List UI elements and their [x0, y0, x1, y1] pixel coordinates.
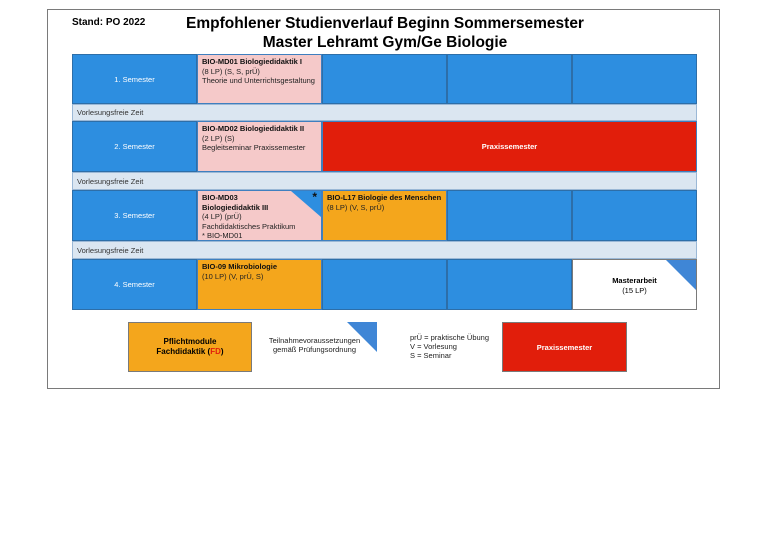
legend-pflichtmodule	[128, 322, 252, 372]
module-lp: (2 LP) (S)	[202, 133, 235, 143]
module-prerequisite: * BIO-MD01	[202, 231, 243, 240]
module-lp: (4 LP) (prÜ)	[202, 212, 242, 221]
module-code: BIO-MD02 Biologiedidaktik II	[202, 124, 305, 133]
module-bio-l17[interactable]	[322, 190, 447, 241]
module-desc: Fachdidaktisches Praktikum	[202, 221, 296, 231]
legend-fd-text: Fachdidaktik (	[156, 347, 211, 356]
legend-fd-abbr: FD	[210, 347, 221, 356]
masterarbeit-lp: (15 LP)	[622, 286, 647, 295]
semester-1-label: 1. Semester	[72, 54, 197, 104]
module-bio-md02[interactable]	[197, 121, 322, 172]
legend-praxissemester: Praxissemester	[502, 322, 627, 372]
semester-2-label: 2. Semester	[72, 121, 197, 172]
legend-teilnahme-line1: Teilnahmevoraussetzungen	[268, 336, 361, 345]
empty-slot	[447, 259, 572, 310]
lecture-free-period: Vorlesungsfreie Zeit	[72, 172, 697, 190]
legend-abbr-pru: prÜ = praktische Übung	[410, 333, 489, 342]
module-bio-09[interactable]	[197, 259, 322, 310]
legend-teilnahme-line2: gemäß Prüfungsordnung	[273, 345, 356, 354]
legend-triangle-icon	[347, 322, 377, 352]
module-code: BIO-L17 Biologie des Menschen	[327, 193, 442, 202]
module-bio-md03[interactable]	[197, 190, 322, 241]
module-masterarbeit[interactable]	[572, 259, 697, 310]
module-code: BIO-MD01 Biologiedidaktik I	[202, 57, 303, 66]
stand-label: Stand: PO 2022	[72, 17, 146, 28]
lecture-free-period: Vorlesungsfreie Zeit	[72, 104, 697, 121]
legend-abbr-s: S = Seminar	[410, 351, 452, 360]
semester-3-label: 3. Semester	[72, 190, 197, 241]
lecture-free-period: Vorlesungsfreie Zeit	[72, 241, 697, 259]
legend-pflicht-title: Pflichtmodule	[163, 337, 217, 346]
empty-slot	[572, 54, 697, 104]
praxissemester-block[interactable]: Praxissemester	[322, 121, 697, 172]
module-lp: (8 LP) (S, S, prÜ)	[202, 66, 260, 76]
empty-slot	[322, 54, 447, 104]
module-lp: (10 LP) (V, prÜ, S)	[202, 271, 264, 281]
legend-fachdidaktik	[156, 347, 223, 357]
empty-slot	[572, 190, 697, 241]
page-subtitle: Master Lehramt Gym/Ge Biologie	[262, 34, 508, 51]
star-icon: *	[312, 190, 317, 204]
module-desc: Theorie und Unterrichtsgestaltung	[202, 76, 315, 85]
empty-slot	[447, 54, 572, 104]
module-code: BIO-09 Mikrobiologie	[202, 262, 278, 271]
legend-fd-close: )	[220, 347, 224, 356]
module-title: Biologiedidaktik III	[202, 202, 269, 212]
empty-slot	[322, 259, 447, 310]
module-code: BIO-MD03	[202, 193, 238, 202]
module-lp: (8 LP) (V, S, prÜ)	[327, 202, 385, 212]
module-bio-md01[interactable]	[197, 54, 322, 104]
semester-4-label: 4. Semester	[72, 259, 197, 310]
legend-abbr-v: V = Vorlesung	[410, 342, 457, 351]
masterarbeit-title: Masterarbeit	[612, 276, 657, 285]
legend-abbreviations	[410, 333, 489, 360]
page-title: Empfohlener Studienverlauf Beginn Sommersemester	[186, 15, 584, 32]
empty-slot	[447, 190, 572, 241]
module-desc: Begleitseminar Praxissemester	[202, 143, 306, 152]
